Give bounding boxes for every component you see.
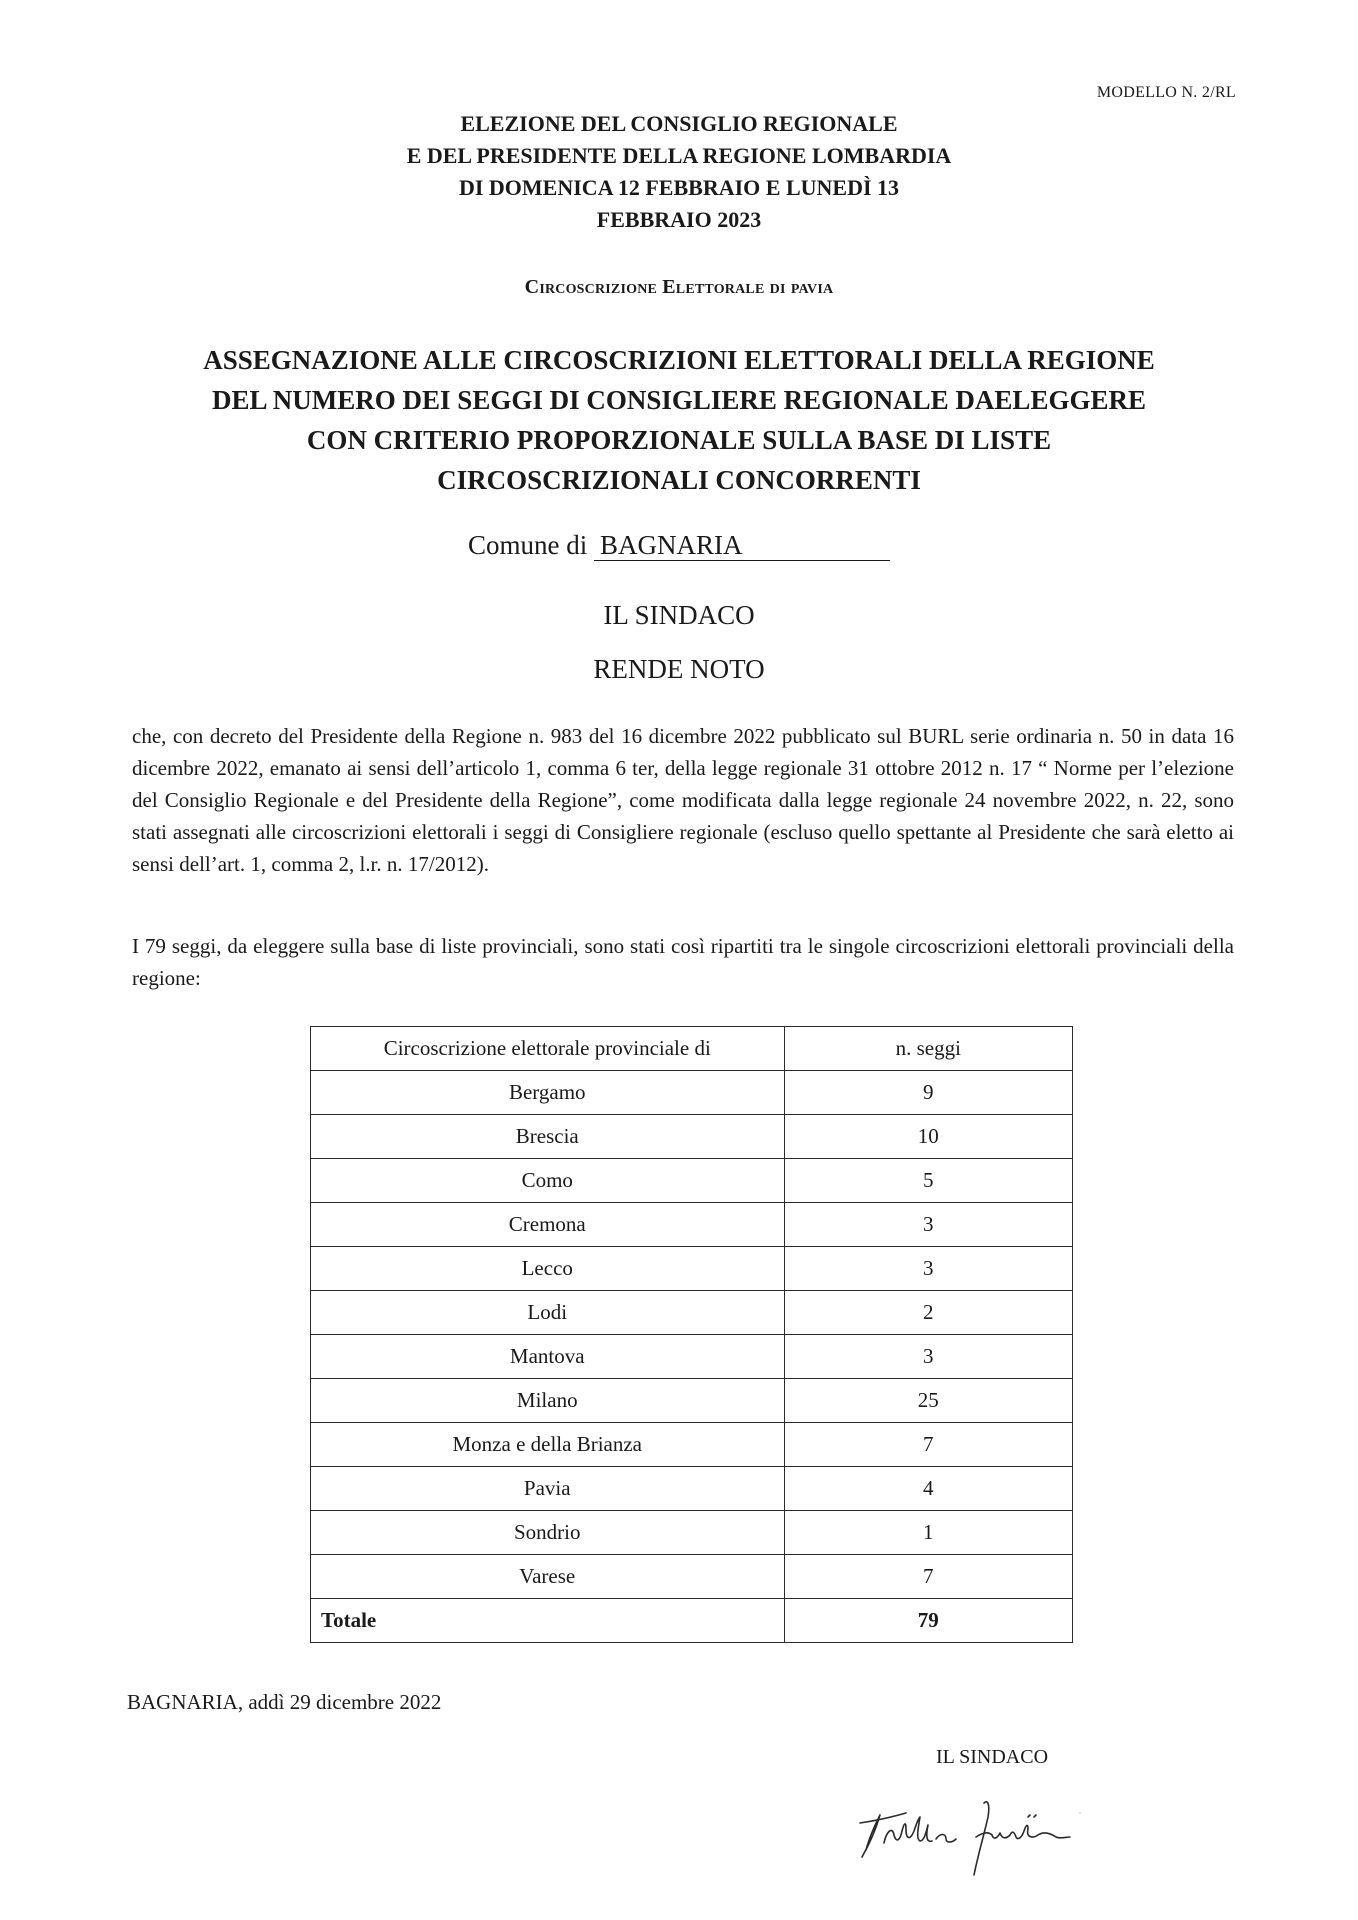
model-code: MODELLO N. 2/RL [1096,84,1236,101]
table-row [311,1115,1073,1159]
district-seats: 3 [784,1335,1073,1379]
district-seats: 5 [784,1159,1073,1203]
district-name: Lecco [311,1247,785,1291]
municipality-line [0,530,1358,561]
district-name: Milano [311,1379,785,1423]
election-title-line: FEBBRAIO 2023 [596,207,762,232]
table-row [311,1467,1073,1511]
table-row [311,1159,1073,1203]
district-name: Monza e della Brianza [311,1423,785,1467]
subject-line: CIRCOSCRIZIONALI CONCORRENTI [437,465,921,495]
district-name: Lodi [311,1291,785,1335]
signature-icon [856,1795,1096,1885]
election-title [0,108,1358,236]
election-title-line: E DEL PRESIDENTE DELLA REGIONE LOMBARDIA [406,143,952,168]
district-name: Sondrio [311,1511,785,1555]
table-row [311,1335,1073,1379]
document-subject [0,340,1358,500]
table-row [311,1379,1073,1423]
body-paragraph-seats: I 79 seggi, da eleggere sulla base di liste provinciali, sono stati così ripartiti tra le singole circoscrizioni elettorali provinciali della regione: [132,934,1234,990]
table-row [311,1511,1073,1555]
district-seats: 9 [784,1071,1073,1115]
district-seats: 25 [784,1379,1073,1423]
table-row [311,1247,1073,1291]
municipality-label: Comune di [468,530,588,560]
district-name: Brescia [311,1115,785,1159]
district-name: Mantova [311,1335,785,1379]
header-seats: n. seggi [784,1027,1073,1071]
district-seats: 3 [784,1247,1073,1291]
district-seats: 10 [784,1115,1073,1159]
subject-line: DEL NUMERO DEI SEGGI DI CONSIGLIERE REGIONALE DAELEGGERE [212,385,1146,415]
table-row [311,1291,1073,1335]
body-paragraph-decree: che, con decreto del Presidente della Regione n. 983 del 16 dicembre 2022 pubblicato sul BURL serie ordinaria n. 50 in data 16 dicembre 2022, emanato ai sensi dell’articolo 1, comma 6 ter, della legge regionale 31 ottobre 2012 n. 17 “ Norme per l’elezione del Consiglio Regionale e del Presidente della Regione”, come modificata dalla legge regionale 24 novembre 2022, n. 22, sono stati assegnati alle circoscrizioni elettorali i seggi di Consigliere regionale (escluso quello spettante al Presidente che sarà eletto ai sensi dell’art. 1, comma 2, l.r. n. 17/2012). [132,724,1234,876]
district-seats: 7 [784,1423,1073,1467]
election-title-line: ELEZIONE DEL CONSIGLIO REGIONALE [460,111,898,136]
electoral-district: Circoscrizione Elettorale di pavia [524,276,834,298]
election-title-line: DI DOMENICA 12 FEBBRAIO E LUNEDÌ 13 [458,175,900,200]
district-name: Varese [311,1555,785,1599]
total-label: Totale [311,1599,785,1643]
table-header-row [311,1027,1073,1071]
signatory-title: IL SINDACO [936,1746,1049,1768]
table-row [311,1555,1073,1599]
announcement-verb: RENDE NOTO [593,654,765,684]
table-total-row [311,1599,1073,1643]
place-and-date: BAGNARIA, addì 29 dicembre 2022 [127,1690,442,1714]
district-name: Pavia [311,1467,785,1511]
table-row [311,1071,1073,1115]
total-seats: 79 [784,1599,1073,1643]
seats-table [310,1026,1073,1643]
district-name: Cremona [311,1203,785,1247]
header-district: Circoscrizione elettorale provinciale di [311,1027,785,1071]
subject-line: CON CRITERIO PROPORZIONALE SULLA BASE DI LISTE [306,425,1052,455]
district-seats: 3 [784,1203,1073,1247]
municipality-value: BAGNARIA [594,530,890,561]
district-name: Bergamo [311,1071,785,1115]
table-row [311,1203,1073,1247]
district-seats: 2 [784,1291,1073,1335]
district-seats: 1 [784,1511,1073,1555]
authority-heading: IL SINDACO [603,600,755,630]
district-name: Como [311,1159,785,1203]
subject-line: ASSEGNAZIONE ALLE CIRCOSCRIZIONI ELETTORALI DELLA REGIONE [203,345,1155,375]
table-row [311,1423,1073,1467]
district-seats: 7 [784,1555,1073,1599]
district-seats: 4 [784,1467,1073,1511]
